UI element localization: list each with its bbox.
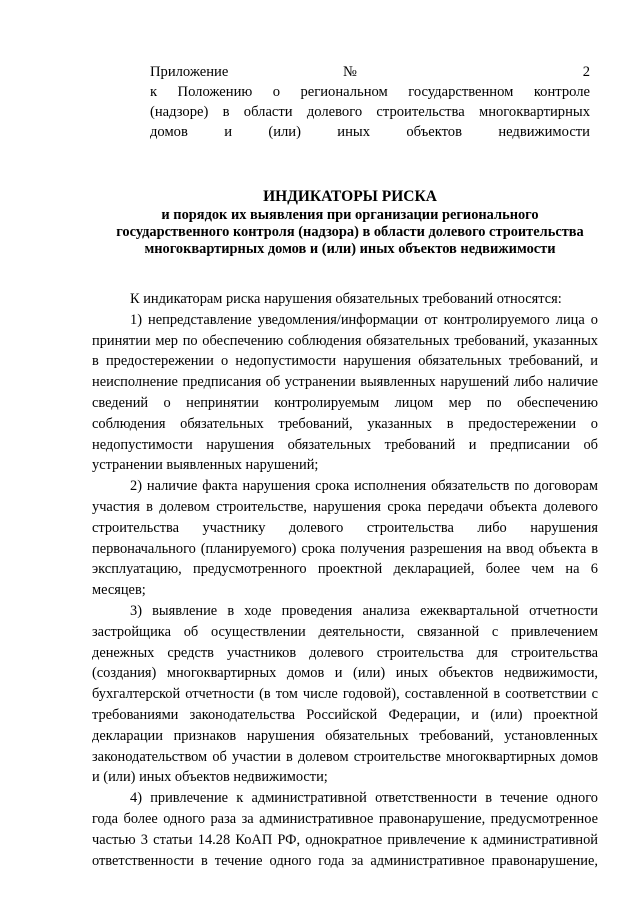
- title-subtitle-line: государственного контроля (надзора) в области долевого строительства: [116, 224, 584, 240]
- paragraph-line: требованиями законодательства Российской Федерации, и (или) проектной: [92, 706, 598, 723]
- paragraph-line: законодательством об участии в долевом строительстве многоквартирных домов: [92, 748, 598, 765]
- document-body: [92, 289, 598, 871]
- paragraph-line: неисполнение предписания об устранении выявленных нарушений либо наличие: [92, 374, 598, 391]
- paragraph-line: застройщика об осуществлении деятельности, связанной с привлечением: [92, 623, 598, 640]
- title-subtitle-line: и порядок их выявления при организации регионального: [161, 207, 539, 223]
- appendix-number: Приложение № 2: [150, 64, 590, 80]
- list-item-2: [92, 476, 598, 601]
- paragraph-line: соблюдения обязательных требований, указанных в предостережении о: [92, 415, 598, 432]
- paragraph-line: (создания) многоквартирных домов и (или) иных объектов недвижимости,: [92, 665, 598, 682]
- appendix-reference-line: к Положению о региональном государственном контроле: [150, 84, 590, 100]
- paragraph-line: и (или) иных объектов недвижимости;: [92, 769, 328, 786]
- appendix-reference-line: (надзоре) в области долевого строительства многоквартирных: [150, 104, 590, 120]
- paragraph-line: строительства участнику долевого строительства либо нарушения: [92, 519, 598, 536]
- paragraph-line: 2) наличие факта нарушения срока исполнения обязательств по договорам: [130, 478, 598, 495]
- intro-paragraph: К индикаторам риска нарушения обязательных требований относятся:: [130, 291, 562, 307]
- paragraph-line: недопустимости нарушения обязательных требований и предписании об: [92, 436, 598, 453]
- paragraph-line: 3) выявление в ходе проведения анализа ежеквартальной отчетности: [130, 602, 598, 619]
- paragraph-line: в предостережении о недопустимости нарушения обязательных требований, и: [92, 353, 598, 370]
- appendix-header: [150, 62, 590, 142]
- paragraph-line: декларации признаков нарушения обязательных требований, установленных: [92, 727, 598, 744]
- paragraph-line: частью 3 статьи 14.28 КоАП РФ, однократное привлечение к административной: [92, 831, 598, 848]
- appendix-reference-line: домов и (или) иных объектов недвижимости: [150, 124, 590, 140]
- paragraph-line: сведений о непринятии контролируемым лицом мер по обеспечению: [92, 394, 598, 411]
- title-main: ИНДИКАТОРЫ РИСКА: [263, 188, 437, 205]
- paragraph-line: 1) непредставление уведомления/информации от контролируемого лица о: [130, 311, 598, 328]
- paragraph-line: первоначального (планируемого) срока получения разрешения на ввод объекта в: [92, 540, 598, 557]
- paragraph-line: бухгалтерской отчетности (в том числе годовой), составленной в соответствии с: [92, 686, 598, 703]
- paragraph-line: ответственности в течение одного года за административное правонарушение,: [92, 852, 598, 869]
- paragraph-line: участия в долевом строительстве, нарушения срока передачи объекта долевого: [92, 498, 598, 515]
- list-item-1: [92, 310, 598, 476]
- paragraph-line: устранении выявленных нарушений;: [92, 457, 319, 474]
- paragraph-line: 4) привлечение к административной ответственности в течение одного: [130, 790, 598, 807]
- list-item-3: [92, 601, 598, 788]
- list-item-4: [92, 788, 598, 871]
- document-title: [80, 186, 620, 258]
- paragraph-line: года более одного раза за административное правонарушение, предусмотренное: [92, 810, 598, 827]
- title-subtitle-line: многоквартирных домов и (или) иных объектов недвижимости: [144, 241, 556, 257]
- paragraph-line: принятии мер по обеспечению соблюдения обязательных требований, указанных: [92, 332, 598, 349]
- paragraph-line: месяцев;: [92, 582, 146, 599]
- paragraph-line: денежных средств участников долевого строительства для строительства: [92, 644, 598, 661]
- paragraph-line: эксплуатацию, предусмотренного проектной декларацией, более чем на 6: [92, 561, 598, 578]
